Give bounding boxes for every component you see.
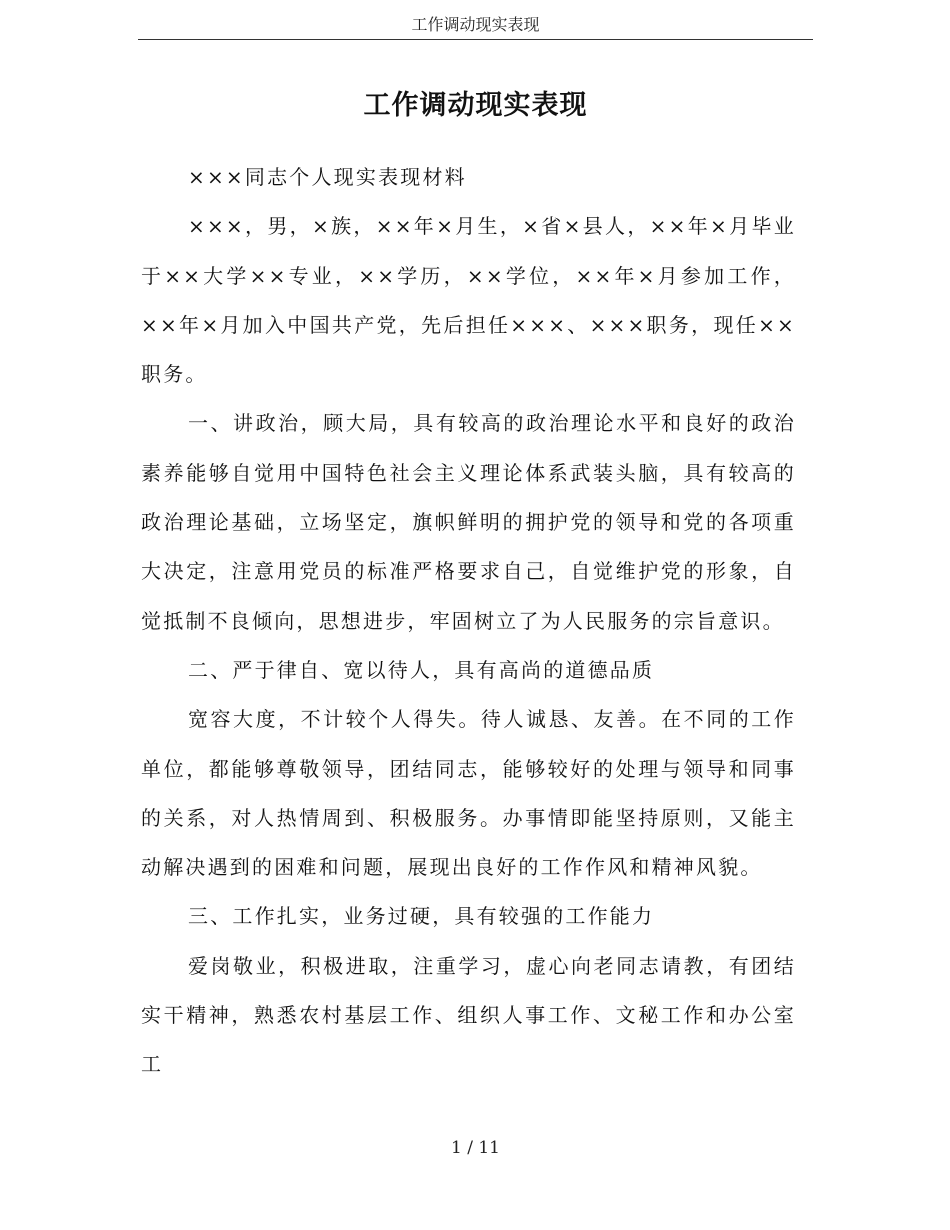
paragraph-section-two-body: 宽容大度，不计较个人得失。待人诚恳、友善。在不同的工作单位，都能够尊敬领导，团结同志，能够较好的处理与领导和同事的关系，对人热情周到、积极服务。办事情即能坚持原则，又能主动解决遇到的困难和问题，展现出良好的工作作风和精神风貌。 [141, 707, 796, 880]
paragraph-personal-info: ×××，男，×族，××年×月生，×省×县人，××年×月毕业于××大学××专业，××学历，××学位，××年×月参加工作，××年×月加入中国共产党，先后担任×××、×××职务，现任××职务。 [141, 214, 796, 387]
paragraph-section-three-heading: 三、工作扎实，业务过硬，具有较强的工作能力 [188, 904, 655, 929]
page-number: 1 / 11 [451, 1138, 500, 1158]
paragraph-section-three-body: 爱岗敬业，积极进取，注重学习，虚心向老同志请教，有团结实干精神，熟悉农村基层工作、组织人事工作、文秘工作和办公室工 [141, 953, 796, 1077]
paragraph-section-one: 一、讲政治，顾大局，具有较高的政治理论水平和良好的政治素养能够自觉用中国特色社会主义理论体系武装头脑，具有较高的政治理论基础，立场坚定，旗帜鲜明的拥护党的领导和党的各项重大决定，注意用党员的标准严格要求自己，自觉维护党的形象，自觉抵制不良倾向，思想进步，牢固树立了为人民服务的宗旨意识。 [141, 411, 796, 633]
document-title: 工作调动现实表现 [363, 90, 588, 121]
paragraph-heading-material: ×××同志个人现实表现材料 [188, 165, 467, 189]
running-header: 工作调动现实表现 [411, 15, 540, 34]
header-rule [138, 39, 813, 40]
paragraph-section-two-heading: 二、严于律自、宽以待人，具有高尚的道德品质 [188, 657, 655, 682]
document-body [141, 153, 796, 1090]
